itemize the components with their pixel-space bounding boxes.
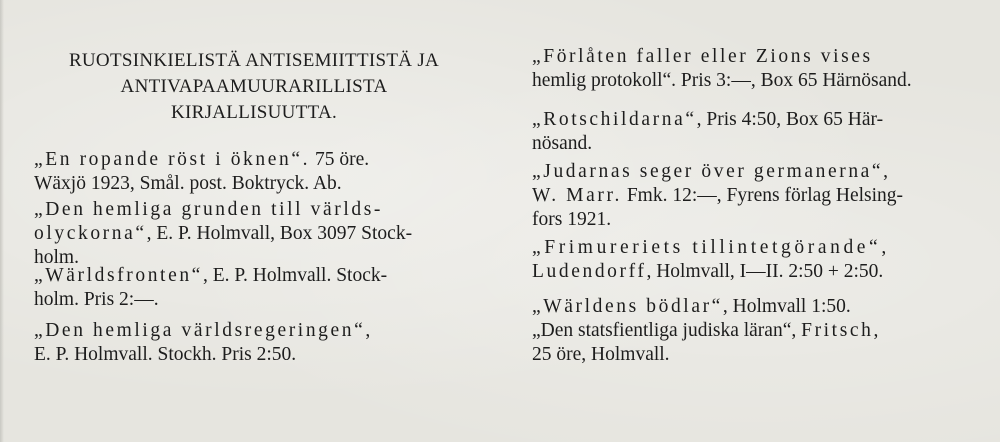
entry-details: 75 öre.: [310, 149, 370, 170]
entry-title: „Frimureriets tillintetgörande“,: [532, 237, 890, 258]
bibliography-entry: [532, 108, 974, 156]
entry-line: holm.: [34, 247, 79, 268]
bibliography-entry: [34, 148, 474, 196]
entry-line: Wäxjö 1923, Smål. post. Boktryck. Ab.: [34, 173, 342, 194]
entry-line: nösand.: [532, 133, 593, 154]
entry-details: , E. P. Holmvall, Box 3097 Stock-: [146, 223, 413, 244]
entry-line: [532, 108, 974, 132]
entry-author: W. Marr.: [532, 185, 622, 206]
entry-title: „En ropande röst i öknen“.: [34, 149, 311, 170]
bibliography-entry: [532, 295, 974, 319]
bibliography-entry: [34, 198, 474, 270]
bibliography-entry: [34, 264, 474, 312]
entry-title: „Den hemliga grunden till världs-: [34, 199, 383, 220]
entry-line: holm. Pris 2:—.: [34, 289, 159, 310]
entry-line: [532, 184, 974, 208]
entry-details: , Holmvall, I—II. 2:50 + 2:50.: [646, 261, 884, 282]
entry-details: , E. P. Holmvall. Stock-: [202, 265, 388, 286]
entry-title: „Judarnas seger över germanerna“,: [532, 161, 891, 182]
entry-line: [34, 264, 474, 288]
entry-title: „Wärldens bödlar“: [532, 296, 723, 317]
page-edge-shadow: [0, 0, 4, 442]
entry-line: fors 1921.: [532, 209, 612, 230]
entry-details: , Pris 4:50, Box 65 Här-: [696, 109, 884, 130]
entry-line: [34, 222, 474, 246]
entry-details: Fmk. 12:—, Fyrens förlag Helsing-: [621, 185, 904, 206]
entry-title: „Den statsfientliga judiska läran“: [532, 320, 792, 341]
bibliography-entry: [532, 319, 974, 367]
entry-details: ,: [791, 320, 802, 341]
entry-author: Fritsch,: [801, 320, 881, 341]
entry-title: olyckorna“: [34, 223, 147, 244]
entry-line: [34, 148, 474, 172]
entry-title: „Den hemliga världsregeringen“,: [34, 320, 373, 341]
bibliography-entry: [532, 236, 974, 284]
entry-title: „Förlåten faller eller Zions vises: [532, 46, 873, 67]
heading-line-1: RUOTSINKIELISTÄ ANTISEMIITTISTÄ JA: [68, 50, 440, 71]
bibliography-entry: [532, 160, 974, 232]
heading-line-2: ANTIVAPAAMUURARILLISTA: [120, 76, 388, 97]
entry-line: [532, 319, 974, 343]
entry-title: „Rotschildarna“: [532, 109, 697, 130]
entry-line: [532, 260, 974, 284]
bibliography-entry: [532, 45, 974, 93]
entry-author: Ludendorff: [532, 261, 647, 282]
entry-title: „Wärldsfronten“: [34, 265, 203, 286]
bibliography-entry: [34, 319, 474, 367]
heading-line-3: KIRJALLISUUTTA.: [170, 102, 338, 123]
entry-line: E. P. Holmvall. Stockh. Pris 2:50.: [34, 344, 297, 365]
entry-line: 25 öre, Holmvall.: [532, 344, 670, 365]
entry-line: [532, 295, 974, 319]
entry-details: , Holmvall 1:50.: [722, 296, 851, 317]
entry-line: hemlig protokoll“. Pris 3:—, Box 65 Härnösand.: [532, 70, 912, 91]
section-heading: [34, 48, 474, 126]
